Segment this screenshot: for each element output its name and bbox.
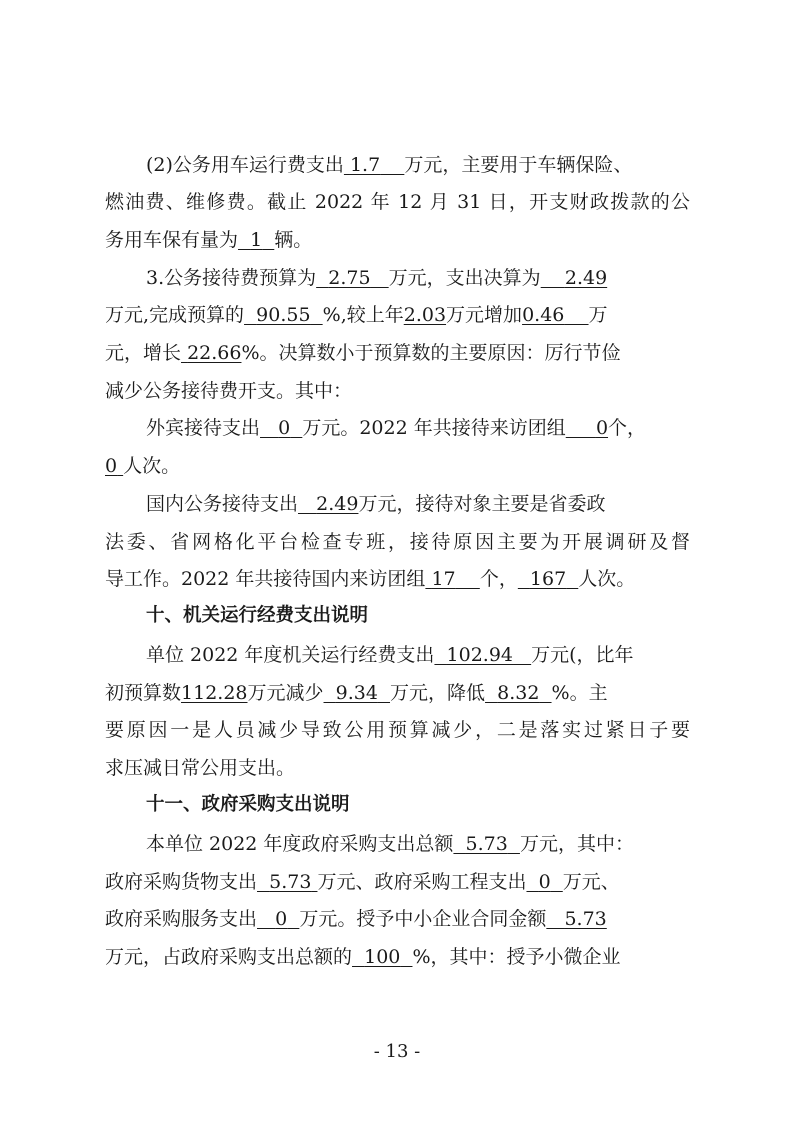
value-procurement-works: 0 bbox=[538, 871, 551, 893]
text-line: 万元,完成预算的 90.55 %,较上年2.03万元增加0.46 万 bbox=[105, 304, 608, 326]
value-sme-pct: 100 bbox=[364, 946, 401, 968]
text-line: 政府采购服务支出 0 万元。授予中小企业合同金额 5.73 bbox=[105, 908, 607, 930]
value-car-running-cost: 1.7 bbox=[349, 154, 381, 176]
text-line: 元，增长 22.66%。决算数小于预算数的主要原因：厉行节俭 bbox=[105, 342, 621, 364]
text-line: 务用车保有量为 1 辆。 bbox=[105, 229, 313, 251]
value-operating-expense: 102.94 bbox=[446, 644, 514, 666]
text-line: 燃油费、维修费。截止 2022 年 12 月 31 日，开支财政拨款的公 bbox=[105, 191, 690, 213]
value-car-count: 1 bbox=[250, 229, 263, 251]
text-line: 本单位 2022 年度政府采购支出总额 5.73 万元，其中： bbox=[146, 833, 634, 855]
value-procurement-services: 0 bbox=[275, 908, 288, 930]
value-domestic-groups: 17 bbox=[431, 568, 456, 590]
page-number: - 13 - bbox=[373, 1041, 421, 1062]
text-line: 法委、省网格化平台检查专班，接待原因主要为开展调研及督 bbox=[105, 531, 690, 553]
text-line: 3.公务接待费预算为 2.75 万元，支出决算为 2.49 bbox=[146, 267, 608, 289]
text-line: 减少公务接待费开支。其中： bbox=[105, 380, 353, 402]
text-line: 要原因一是人员减少导致公用预算减少，二是落实过紧日子要 bbox=[105, 719, 690, 741]
text-line: (2)公务用车运行费支出 1.7 万元，主要用于车辆保险、 bbox=[146, 154, 633, 176]
value-procurement-total: 5.73 bbox=[465, 833, 508, 855]
text-line: 国内公务接待支出 2.49万元，接待对象主要是省委政 bbox=[146, 493, 606, 515]
value-completion-pct: 90.55 bbox=[256, 304, 311, 326]
text-line: 导工作。2022 年共接待国内来访团组 17 个， 167 人次。 bbox=[105, 568, 636, 590]
value-procurement-goods: 5.73 bbox=[269, 871, 312, 893]
value-domestic-reception: 2.49 bbox=[316, 493, 359, 515]
text-line: 初预算数112.28万元减少 9.34 万元，降低 8.32 %。主 bbox=[105, 682, 608, 704]
value-reception-budget: 2.75 bbox=[328, 267, 371, 289]
value-foreign-people: 0 bbox=[105, 455, 118, 477]
section-heading-11: 十一、政府采购支出说明 bbox=[146, 794, 350, 815]
value-domestic-people: 167 bbox=[529, 568, 567, 590]
value-initial-budget: 112.28 bbox=[181, 682, 248, 704]
value-decrease-pct: 8.32 bbox=[497, 682, 540, 704]
value-foreign-reception: 0 bbox=[278, 417, 291, 439]
value-sme-contract: 5.73 bbox=[564, 908, 607, 930]
value-reception-actual: 2.49 bbox=[564, 267, 608, 289]
value-decrease: 9.34 bbox=[335, 682, 378, 704]
text-line: 万元，占政府采购支出总额的 100 %，其中：授予小微企业 bbox=[105, 946, 621, 968]
text-line: 外宾接待支出 0 万元。2022 年共接待来访团组 0个， bbox=[146, 417, 647, 439]
value-last-year: 2.03 bbox=[403, 304, 447, 326]
section-heading-10: 十、机关运行经费支出说明 bbox=[146, 605, 369, 626]
value-foreign-groups: 0 bbox=[595, 417, 609, 439]
value-increase: 0.46 bbox=[522, 304, 565, 326]
text-line: 求压减日常公用支出。 bbox=[105, 757, 296, 779]
text-line: 0 人次。 bbox=[105, 455, 181, 477]
value-growth-pct: 22.66 bbox=[187, 342, 242, 364]
text-line: 政府采购货物支出 5.73 万元、政府采购工程支出 0 万元、 bbox=[105, 871, 620, 893]
text-line: 单位 2022 年度机关运行经费支出 102.94 万元(，比年 bbox=[146, 644, 634, 666]
